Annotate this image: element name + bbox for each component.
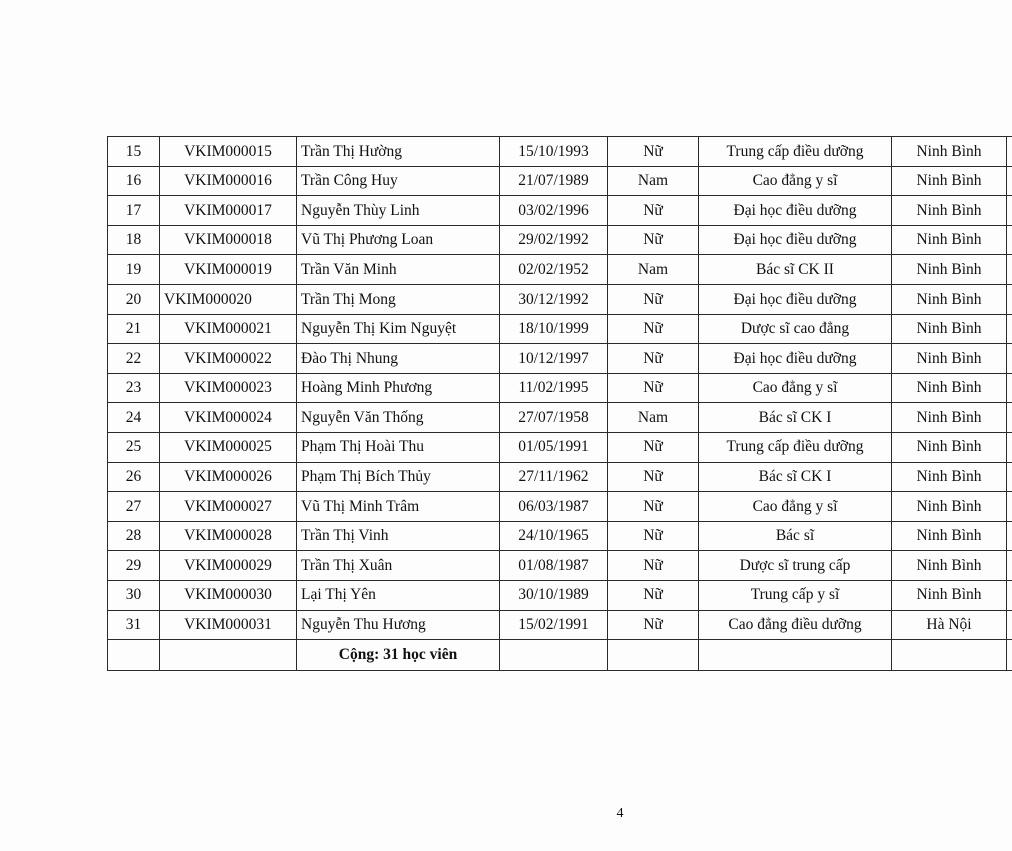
gender-cell: Nữ — [608, 551, 699, 581]
full-name-cell: Trần Thị Xuân — [297, 551, 500, 581]
student-code-cell: VKIM000021 — [160, 314, 297, 344]
gender-cell: Nữ — [608, 196, 699, 226]
qualification-cell: Bác sĩ — [699, 521, 892, 551]
total-label: Cộng: 31 học viên — [297, 640, 500, 671]
stt-cell: 20 — [108, 284, 160, 314]
student-roster-table — [107, 136, 1012, 671]
table-row — [108, 521, 1012, 551]
stt-cell: 24 — [108, 403, 160, 433]
stt-cell: 25 — [108, 432, 160, 462]
qualification-cell: Bác sĩ CK II — [699, 255, 892, 285]
gender-cell: Nữ — [608, 492, 699, 522]
stt-cell: 19 — [108, 255, 160, 285]
province-cell: Ninh Bình — [892, 344, 1007, 374]
student-code-cell: VKIM000026 — [160, 462, 297, 492]
province-cell: Ninh Bình — [892, 284, 1007, 314]
qualification-cell: Bác sĩ CK I — [699, 462, 892, 492]
stt-cell: 30 — [108, 580, 160, 610]
date-of-birth-cell: 21/07/1989 — [500, 166, 608, 196]
full-name-cell: Nguyễn Thu Hương — [297, 610, 500, 640]
table-row — [108, 610, 1012, 640]
full-name-cell: Trần Thị Mong — [297, 284, 500, 314]
province-cell: Ninh Bình — [892, 255, 1007, 285]
total-row — [108, 640, 1012, 671]
cut-off-cell — [1007, 314, 1012, 344]
stt-cell: 17 — [108, 196, 160, 226]
table-row — [108, 137, 1012, 167]
gender-cell: Nam — [608, 255, 699, 285]
qualification-cell: Cao đẳng y sĩ — [699, 492, 892, 522]
province-cell: Ninh Bình — [892, 137, 1007, 167]
date-of-birth-cell: 27/07/1958 — [500, 403, 608, 433]
qualification-cell: Cao đẳng y sĩ — [699, 166, 892, 196]
full-name-cell: Đào Thị Nhung — [297, 344, 500, 374]
full-name-cell: Hoàng Minh Phương — [297, 373, 500, 403]
qualification-cell: Cao đẳng điều dưỡng — [699, 610, 892, 640]
qualification-cell: Trung cấp điều dưỡng — [699, 137, 892, 167]
full-name-cell: Trần Thị Vinh — [297, 521, 500, 551]
province-cell: Ninh Bình — [892, 314, 1007, 344]
table-row — [108, 373, 1012, 403]
gender-cell: Nữ — [608, 580, 699, 610]
qualification-cell: Đại học điều dưỡng — [699, 196, 892, 226]
date-of-birth-cell: 24/10/1965 — [500, 521, 608, 551]
qualification-cell: Đại học điều dưỡng — [699, 344, 892, 374]
date-of-birth-cell: 15/10/1993 — [500, 137, 608, 167]
full-name-cell: Nguyễn Thùy Linh — [297, 196, 500, 226]
student-code-cell: VKIM000017 — [160, 196, 297, 226]
gender-cell: Nam — [608, 166, 699, 196]
stt-cell: 26 — [108, 462, 160, 492]
table-row — [108, 492, 1012, 522]
student-code-cell: VKIM000019 — [160, 255, 297, 285]
table-row — [108, 166, 1012, 196]
student-code-cell: VKIM000031 — [160, 610, 297, 640]
gender-cell: Nữ — [608, 462, 699, 492]
cut-off-cell — [1007, 462, 1012, 492]
qualification-cell: Đại học điều dưỡng — [699, 284, 892, 314]
cut-off-cell — [1007, 551, 1012, 581]
student-code-cell: VKIM000030 — [160, 580, 297, 610]
gender-cell: Nữ — [608, 344, 699, 374]
date-of-birth-cell: 30/12/1992 — [500, 284, 608, 314]
table-row — [108, 314, 1012, 344]
cut-off-cell — [1007, 137, 1012, 167]
gender-cell: Nam — [608, 403, 699, 433]
date-of-birth-cell: 01/08/1987 — [500, 551, 608, 581]
cut-off-cell — [1007, 610, 1012, 640]
gender-cell: Nữ — [608, 432, 699, 462]
qualification-cell: Dược sĩ cao đẳng — [699, 314, 892, 344]
table-row — [108, 255, 1012, 285]
student-code-cell: VKIM000018 — [160, 225, 297, 255]
full-name-cell: Nguyễn Thị Kim Nguyệt — [297, 314, 500, 344]
full-name-cell: Phạm Thị Hoài Thu — [297, 432, 500, 462]
full-name-cell: Lại Thị Yên — [297, 580, 500, 610]
full-name-cell: Trần Văn Minh — [297, 255, 500, 285]
student-code-cell: VKIM000016 — [160, 166, 297, 196]
roster-body — [108, 137, 1012, 671]
qualification-cell: Đại học điều dưỡng — [699, 225, 892, 255]
cut-off-cell — [1007, 166, 1012, 196]
gender-cell: Nữ — [608, 225, 699, 255]
empty-cell — [108, 640, 160, 671]
table-row — [108, 580, 1012, 610]
province-cell: Ninh Bình — [892, 462, 1007, 492]
cut-off-cell — [1007, 432, 1012, 462]
cut-off-cell — [1007, 196, 1012, 226]
full-name-cell: Phạm Thị Bích Thủy — [297, 462, 500, 492]
province-cell: Ninh Bình — [892, 432, 1007, 462]
student-code-cell: VKIM000023 — [160, 373, 297, 403]
date-of-birth-cell: 11/02/1995 — [500, 373, 608, 403]
stt-cell: 23 — [108, 373, 160, 403]
cut-off-cell — [1007, 373, 1012, 403]
date-of-birth-cell: 06/03/1987 — [500, 492, 608, 522]
empty-cell — [892, 640, 1007, 671]
stt-cell: 29 — [108, 551, 160, 581]
date-of-birth-cell: 29/02/1992 — [500, 225, 608, 255]
province-cell: Ninh Bình — [892, 196, 1007, 226]
table-row — [108, 551, 1012, 581]
stt-cell: 21 — [108, 314, 160, 344]
student-code-cell: VKIM000024 — [160, 403, 297, 433]
qualification-cell: Bác sĩ CK I — [699, 403, 892, 433]
cut-off-cell — [1007, 492, 1012, 522]
table-row — [108, 196, 1012, 226]
province-cell: Ninh Bình — [892, 551, 1007, 581]
stt-cell: 15 — [108, 137, 160, 167]
empty-cell — [1007, 640, 1012, 671]
gender-cell: Nữ — [608, 521, 699, 551]
table-row — [108, 225, 1012, 255]
student-code-cell: VKIM000022 — [160, 344, 297, 374]
province-cell: Ninh Bình — [892, 403, 1007, 433]
cut-off-cell — [1007, 284, 1012, 314]
qualification-cell: Cao đẳng y sĩ — [699, 373, 892, 403]
empty-cell — [699, 640, 892, 671]
date-of-birth-cell: 30/10/1989 — [500, 580, 608, 610]
cut-off-cell — [1007, 403, 1012, 433]
page-number: 4 — [616, 806, 624, 821]
table-row — [108, 432, 1012, 462]
date-of-birth-cell: 27/11/1962 — [500, 462, 608, 492]
date-of-birth-cell: 15/02/1991 — [500, 610, 608, 640]
date-of-birth-cell: 18/10/1999 — [500, 314, 608, 344]
full-name-cell: Trần Công Huy — [297, 166, 500, 196]
province-cell: Ninh Bình — [892, 521, 1007, 551]
province-cell: Ninh Bình — [892, 373, 1007, 403]
cut-off-cell — [1007, 255, 1012, 285]
empty-cell — [608, 640, 699, 671]
gender-cell: Nữ — [608, 314, 699, 344]
empty-cell — [500, 640, 608, 671]
date-of-birth-cell: 03/02/1996 — [500, 196, 608, 226]
date-of-birth-cell: 10/12/1997 — [500, 344, 608, 374]
stt-cell: 16 — [108, 166, 160, 196]
cut-off-cell — [1007, 521, 1012, 551]
province-cell: Ninh Bình — [892, 492, 1007, 522]
qualification-cell: Trung cấp điều dưỡng — [699, 432, 892, 462]
student-code-cell: VKIM000020 — [160, 284, 297, 314]
stt-cell: 28 — [108, 521, 160, 551]
gender-cell: Nữ — [608, 610, 699, 640]
gender-cell: Nữ — [608, 284, 699, 314]
stt-cell: 27 — [108, 492, 160, 522]
qualification-cell: Dược sĩ trung cấp — [699, 551, 892, 581]
table-row — [108, 403, 1012, 433]
province-cell: Ninh Bình — [892, 225, 1007, 255]
cut-off-cell — [1007, 344, 1012, 374]
stt-cell: 31 — [108, 610, 160, 640]
cut-off-cell — [1007, 580, 1012, 610]
gender-cell: Nữ — [608, 373, 699, 403]
date-of-birth-cell: 02/02/1952 — [500, 255, 608, 285]
student-code-cell: VKIM000029 — [160, 551, 297, 581]
full-name-cell: Vũ Thị Minh Trâm — [297, 492, 500, 522]
student-code-cell: VKIM000028 — [160, 521, 297, 551]
full-name-cell: Trần Thị Hường — [297, 137, 500, 167]
student-code-cell: VKIM000025 — [160, 432, 297, 462]
table-row — [108, 344, 1012, 374]
gender-cell: Nữ — [608, 137, 699, 167]
date-of-birth-cell: 01/05/1991 — [500, 432, 608, 462]
empty-cell — [160, 640, 297, 671]
table-row — [108, 284, 1012, 314]
student-code-cell: VKIM000015 — [160, 137, 297, 167]
student-code-cell: VKIM000027 — [160, 492, 297, 522]
table-row — [108, 462, 1012, 492]
qualification-cell: Trung cấp y sĩ — [699, 580, 892, 610]
full-name-cell: Vũ Thị Phương Loan — [297, 225, 500, 255]
province-cell: Hà Nội — [892, 610, 1007, 640]
cut-off-cell — [1007, 225, 1012, 255]
province-cell: Ninh Bình — [892, 580, 1007, 610]
full-name-cell: Nguyễn Văn Thống — [297, 403, 500, 433]
stt-cell: 18 — [108, 225, 160, 255]
stt-cell: 22 — [108, 344, 160, 374]
province-cell: Ninh Bình — [892, 166, 1007, 196]
